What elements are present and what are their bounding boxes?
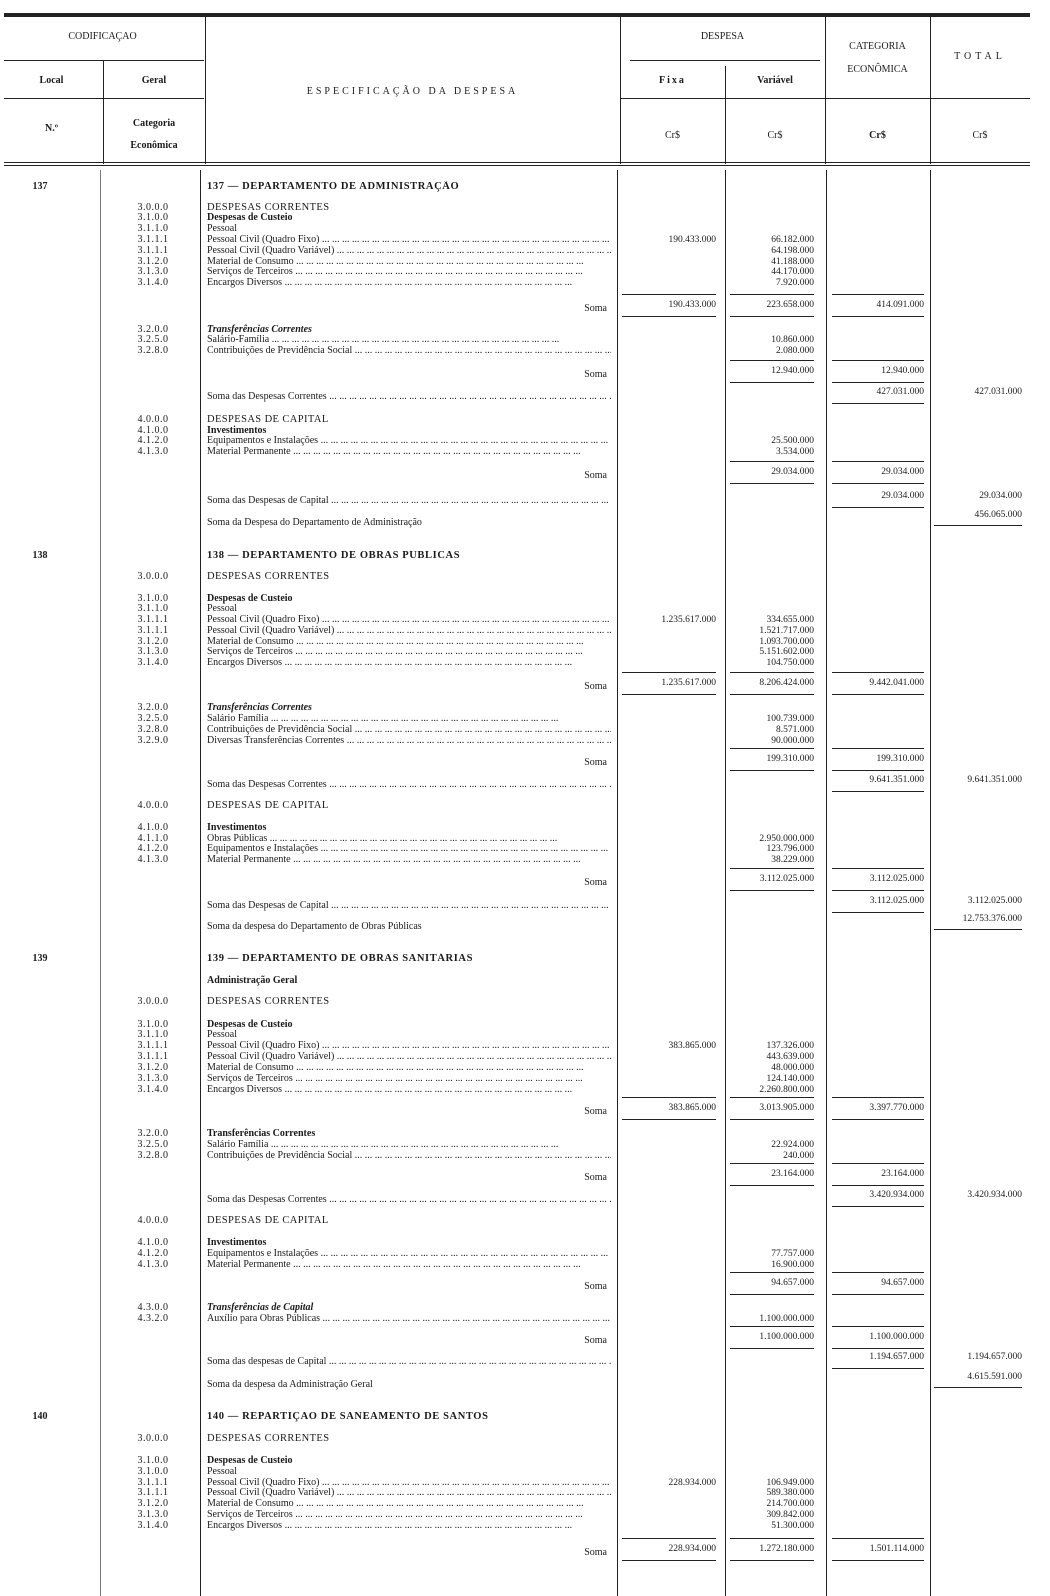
specification: Serviços de Terceiros ... . <box>207 1509 611 1521</box>
category-code: 4.0.0.0 <box>137 1215 169 1226</box>
specification: Transferências Correntes <box>207 702 312 713</box>
category-code: 3.0.0.0 <box>137 996 169 1007</box>
specification: Soma <box>584 1106 607 1117</box>
value-categoria: 3.397.770.000 <box>832 1097 924 1120</box>
subtotal-row <box>0 1278 1040 1293</box>
specification: Salário Família ... . <box>207 1139 611 1151</box>
value-categoria: 23.164.000 <box>832 1163 924 1186</box>
specification: 137 — DEPARTAMENTO DE ADMINISTRAÇÃO <box>207 181 460 192</box>
table-row <box>0 1520 1040 1532</box>
header-categoria: Categoria <box>132 118 176 129</box>
value-variavel: 3.534.000 <box>776 447 814 457</box>
divider <box>4 98 204 99</box>
specification: Transferências Correntes <box>207 324 312 335</box>
category-code: 3.1.1.1 <box>137 1051 169 1062</box>
section-number: 140 <box>32 1411 48 1422</box>
category-code: 3.1.1.1 <box>137 1487 169 1498</box>
section-number: 137 <box>32 181 48 192</box>
specification: Soma da despesa do Departamento de Obras Públicas <box>207 921 422 932</box>
category-code: 4.1.0.0 <box>137 1237 169 1248</box>
value-categoria: 1.501.114.000 <box>832 1538 924 1561</box>
specification: Pessoal <box>207 223 237 234</box>
specification: 138 — DEPARTAMENTO DE OBRAS PÚBLICAS <box>207 550 461 561</box>
value-variavel: 16.900.000 <box>771 1260 814 1270</box>
value-variavel: 94.657.000 <box>730 1272 814 1295</box>
divider <box>103 60 104 164</box>
specification: Soma <box>584 369 607 380</box>
category-code: 3.1.2.0 <box>137 1498 169 1509</box>
specification: Soma das Despesas de Capital ... . <box>207 900 611 912</box>
category-code: 3.0.0.0 <box>137 202 169 213</box>
specification: Soma <box>584 757 607 768</box>
section-number: 139 <box>32 953 48 964</box>
table-row <box>0 1190 1040 1206</box>
currency-fixa: Cr$ <box>665 130 680 141</box>
subtotal-row <box>0 678 1040 693</box>
specification: Investimentos <box>207 822 267 833</box>
specification: Equipamentos e Instalações ... . <box>207 843 611 855</box>
value-total: 3.112.025.000 <box>967 896 1022 906</box>
value-variavel: 44.170.000 <box>771 267 814 277</box>
category-code: 3.1.0.0 <box>137 1466 169 1477</box>
section-heading-row <box>0 1411 1040 1423</box>
specification: DESPESAS CORRENTES <box>207 202 330 213</box>
category-code: 3.2.8.0 <box>137 724 169 735</box>
table-row <box>0 735 1040 747</box>
specification: Pessoal Civil (Quadro Variável) ... . <box>207 245 611 257</box>
value-variavel: 223.658.000 <box>730 294 814 317</box>
category-code: 3.1.1.0 <box>137 1029 169 1040</box>
category-code: 4.1.1.0 <box>137 833 169 844</box>
value-variavel: 12.940.000 <box>730 360 814 383</box>
section-heading-row <box>0 181 1040 193</box>
specification: Pessoal <box>207 1466 237 1477</box>
subtotal-row <box>0 1169 1040 1184</box>
specification: Equipamentos e Instalações ... . <box>207 1248 611 1260</box>
specification: Encargos Diversos ... . <box>207 277 611 289</box>
specification: Diversas Transferências Correntes ... . <box>207 735 611 747</box>
specification: Encargos Diversos ... . <box>207 1520 611 1532</box>
table-row <box>0 387 1040 403</box>
category-code: 3.1.3.0 <box>137 1509 169 1520</box>
section-number: 138 <box>32 550 48 561</box>
header-economica: Econômica <box>130 140 178 151</box>
value-fixa: 383.865.000 <box>668 1041 716 1051</box>
value-variavel: 90.000.000 <box>771 736 814 746</box>
category-code: 3.2.8.0 <box>137 345 169 356</box>
value-variavel: 334.655.000 <box>766 615 814 625</box>
value-total: 9.641.351.000 <box>967 775 1022 785</box>
header-local: Local <box>39 75 64 86</box>
category-code: 4.0.0.0 <box>137 800 169 811</box>
table-row <box>0 277 1040 289</box>
value-variavel: 10.860.000 <box>771 335 814 345</box>
value-total: 12.753.376.000 <box>934 913 1022 930</box>
category-code: 3.1.4.0 <box>137 1084 169 1095</box>
category-code: 4.1.0.0 <box>137 822 169 833</box>
table-row <box>0 491 1040 507</box>
category-code: 3.1.1.0 <box>137 603 169 614</box>
specification: Despesas de Custeio <box>207 593 293 604</box>
specification: Material Permanente ... . <box>207 1259 611 1271</box>
value-variavel: 104.750.000 <box>766 658 814 668</box>
specification: Equipamentos e Instalações ... . <box>207 435 611 447</box>
subtotal-row <box>0 1544 1040 1559</box>
header-numero: N.º <box>44 123 59 134</box>
specification: Serviços de Terceiros ... . <box>207 646 611 658</box>
table-row <box>0 1259 1040 1271</box>
specification: DESPESAS DE CAPITAL <box>207 1215 329 1226</box>
header-fixa: Fixa <box>659 75 686 86</box>
value-variavel: 64.198.000 <box>771 246 814 256</box>
value-variavel: 66.182.000 <box>771 235 814 245</box>
specification: DESPESAS CORRENTES <box>207 1433 330 1444</box>
specification: Soma das Despesas Correntes ... . <box>207 779 611 791</box>
specification: Transferências Correntes <box>207 1128 316 1139</box>
specification: Soma das Despesas Correntes ... . <box>207 1194 611 1206</box>
value-total: 29.034.000 <box>979 491 1022 501</box>
category-code: 3.1.2.0 <box>137 636 169 647</box>
category-code: 4.1.2.0 <box>137 435 169 446</box>
value-variavel: 1.272.180.000 <box>730 1538 814 1561</box>
specification: Material Permanente ... . <box>207 854 611 866</box>
specification: Contribuições de Previdência Social ... . <box>207 345 611 357</box>
specification: DESPESAS DE CAPITAL <box>207 414 329 425</box>
value-variavel: 7.920.000 <box>776 278 814 288</box>
value-variavel: 2.950.000.000 <box>759 834 814 844</box>
value-variavel: 77.757.000 <box>771 1249 814 1259</box>
value-total: 3.420.934.000 <box>967 1190 1022 1200</box>
specification: Pessoal Civil (Quadro Fixo) ... . <box>207 1477 611 1489</box>
specification: Pessoal Civil (Quadro Fixo) ... . <box>207 614 611 626</box>
specification: Soma da Despesa do Departamento de Administração <box>207 517 422 528</box>
subtotal-row <box>0 366 1040 381</box>
subtotal-row <box>0 467 1040 482</box>
category-code: 4.1.2.0 <box>137 843 169 854</box>
value-variavel: 240.000 <box>783 1151 814 1161</box>
top-rule <box>4 13 1030 17</box>
value-variavel: 1.100.000.000 <box>730 1326 814 1349</box>
header-total: TOTAL <box>954 51 1006 62</box>
value-categoria: 427.031.000 <box>832 386 924 404</box>
specification: Soma <box>584 681 607 692</box>
specification: Soma <box>584 877 607 888</box>
value-variavel: 199.310.000 <box>730 748 814 771</box>
specification: 140 — REPARTIÇAO DE SANEAMENTO DE SANTOS <box>207 1411 489 1422</box>
specification: Administração Geral <box>207 975 298 986</box>
specification: Investimentos <box>207 1237 267 1248</box>
value-variavel: 22.924.000 <box>771 1140 814 1150</box>
value-variavel: 5.151.602.000 <box>759 647 814 657</box>
value-variavel: 48.000.000 <box>771 1063 814 1073</box>
category-code: 4.0.0.0 <box>137 414 169 425</box>
category-code: 3.1.0.0 <box>137 593 169 604</box>
divider <box>825 16 826 164</box>
divider <box>630 60 820 61</box>
category-code: 3.1.4.0 <box>137 277 169 288</box>
header-geral: Geral <box>141 75 167 86</box>
specification: Material de Consumo ... . <box>207 1498 611 1510</box>
currency-total: Cr$ <box>972 130 988 141</box>
specification: Investimentos <box>207 425 267 436</box>
value-variavel: 100.739.000 <box>766 714 814 724</box>
category-code: 3.2.5.0 <box>137 713 169 724</box>
table-row <box>0 775 1040 791</box>
section-heading-row <box>0 550 1040 562</box>
category-code: 4.1.3.0 <box>137 1259 169 1270</box>
specification: DESPESAS DE CAPITAL <box>207 800 329 811</box>
category-code: 3.1.4.0 <box>137 657 169 668</box>
category-code: 3.2.0.0 <box>137 702 169 713</box>
specification: Soma das Despesas Correntes ... . <box>207 391 611 403</box>
table-row <box>0 571 1040 583</box>
category-code: 3.1.1.1 <box>137 1477 169 1488</box>
table-row <box>0 446 1040 458</box>
category-code: 3.0.0.0 <box>137 571 169 582</box>
specification: Soma das despesas de Capital ... . <box>207 1356 611 1368</box>
specification: Pessoal Civil (Quadro Variável) ... . <box>207 1051 611 1063</box>
value-variavel: 1.521.717.000 <box>759 626 814 636</box>
category-code: 3.1.1.1 <box>137 1040 169 1051</box>
specification: Material Permanente ... . <box>207 446 611 458</box>
subtotal-row <box>0 1332 1040 1347</box>
value-fixa: 1.235.617.000 <box>661 615 716 625</box>
specification: Contribuições de Previdência Social ... . <box>207 1150 611 1162</box>
specification: Despesas de Custeio <box>207 212 293 223</box>
divider <box>725 66 726 164</box>
value-variavel: 123.796.000 <box>766 844 814 854</box>
category-code: 4.3.2.0 <box>137 1313 169 1324</box>
value-fixa: 228.934.000 <box>622 1538 716 1561</box>
table-row <box>0 345 1040 357</box>
currency-categoria: Cr$ <box>869 130 886 141</box>
table-row <box>0 510 1040 529</box>
category-code: 3.1.3.0 <box>137 266 169 277</box>
value-variavel: 3.112.025.000 <box>730 868 814 891</box>
specification: Transferências de Capital <box>207 1302 314 1313</box>
value-variavel: 41.188.000 <box>771 257 814 267</box>
value-categoria: 199.310.000 <box>832 748 924 771</box>
value-total: 427.031.000 <box>974 387 1022 397</box>
value-variavel: 25.500.000 <box>771 436 814 446</box>
specification: Pessoal <box>207 1029 237 1040</box>
section-heading-row <box>0 953 1040 965</box>
category-code: 3.1.4.0 <box>137 1520 169 1531</box>
category-code: 3.1.1.1 <box>137 245 169 256</box>
header-despesa: DESPESA <box>700 31 745 42</box>
value-variavel: 23.164.000 <box>730 1163 814 1186</box>
value-variavel: 124.140.000 <box>766 1074 814 1084</box>
value-categoria: 1.100.000.000 <box>832 1326 924 1349</box>
value-categoria: 12.940.000 <box>832 360 924 383</box>
specification: Soma <box>584 1547 607 1558</box>
value-categoria: 3.112.025.000 <box>832 895 924 913</box>
value-categoria: 414.091.000 <box>832 294 924 317</box>
value-total: 1.194.657.000 <box>967 1352 1022 1362</box>
category-code: 3.1.1.1 <box>137 625 169 636</box>
table-row <box>0 800 1040 812</box>
category-code: 3.2.9.0 <box>137 735 169 746</box>
table-row <box>0 854 1040 866</box>
specification: Material de Consumo ... . <box>207 1062 611 1074</box>
specification: Pessoal <box>207 603 237 614</box>
specification: Material de Consumo ... . <box>207 636 611 648</box>
category-code: 4.1.2.0 <box>137 1248 169 1259</box>
specification: Serviços de Terceiros ... . <box>207 266 611 278</box>
subtotal-row <box>0 874 1040 889</box>
value-variavel: 2.080.000 <box>776 346 814 356</box>
category-code: 3.2.0.0 <box>137 1128 169 1139</box>
header-especificacao: ESPECIFICAÇÃO DA DESPESA <box>306 86 519 97</box>
value-variavel: 1.093.700.000 <box>759 637 814 647</box>
table-row <box>0 975 1040 987</box>
specification: Soma das Despesas de Capital ... . <box>207 495 611 507</box>
value-fixa: 383.865.000 <box>622 1097 716 1120</box>
value-categoria: 3.420.934.000 <box>832 1189 924 1207</box>
category-code: 3.1.2.0 <box>137 256 169 267</box>
specification: Despesas de Custeio <box>207 1019 293 1030</box>
specification: DESPESAS CORRENTES <box>207 571 330 582</box>
specification: Pessoal Civil (Quadro Fixo) ... . <box>207 1040 611 1052</box>
value-variavel: 589.380.000 <box>766 1488 814 1498</box>
specification: Serviços de Terceiros ... . <box>207 1073 611 1085</box>
category-code: 3.1.3.0 <box>137 1073 169 1084</box>
category-code: 4.1.0.0 <box>137 425 169 436</box>
header-categoria-economica-2: ECONÔMICA <box>847 64 908 75</box>
specification: Material de Consumo ... . <box>207 256 611 268</box>
category-code: 3.0.0.0 <box>137 1433 169 1444</box>
table-row <box>0 1372 1040 1391</box>
table-row <box>0 657 1040 669</box>
header-variavel: Variável <box>757 75 793 86</box>
category-code: 3.1.0.0 <box>137 212 169 223</box>
value-variavel: 8.206.424.000 <box>730 672 814 695</box>
value-total: 4.615.591.000 <box>934 1371 1022 1388</box>
specification: DESPESAS CORRENTES <box>207 996 330 1007</box>
category-code: 3.2.5.0 <box>137 334 169 345</box>
value-categoria: 29.034.000 <box>832 490 924 508</box>
currency-variavel: Cr$ <box>767 130 783 141</box>
category-code: 3.1.0.0 <box>137 1455 169 1466</box>
table-row <box>0 914 1040 933</box>
subtotal-row <box>0 1103 1040 1118</box>
specification: Despesas de Custeio <box>207 1455 293 1466</box>
table-row <box>0 1352 1040 1368</box>
table-row <box>0 1084 1040 1096</box>
category-code: 3.1.1.1 <box>137 614 169 625</box>
category-code: 4.1.3.0 <box>137 446 169 457</box>
bottom-rule <box>4 162 1030 163</box>
category-code: 3.1.1.0 <box>137 223 169 234</box>
value-categoria: 9.442.041.000 <box>832 672 924 695</box>
value-categoria: 3.112.025.000 <box>832 868 924 891</box>
table-row <box>0 1433 1040 1445</box>
specification: Obras Públicas ... . <box>207 833 611 845</box>
category-code: 3.1.3.0 <box>137 646 169 657</box>
specification: Pessoal Civil (Quadro Variável) ... . <box>207 625 611 637</box>
value-variavel: 51.300.000 <box>771 1521 814 1531</box>
value-variavel: 137.326.000 <box>766 1041 814 1051</box>
value-categoria: 1.194.657.000 <box>832 1351 924 1369</box>
value-variavel: 38.229.000 <box>771 855 814 865</box>
specification: Encargos Diversos ... . <box>207 1084 611 1096</box>
specification: Pessoal Civil (Quadro Fixo) ... . <box>207 234 611 246</box>
value-variavel: 3.013.905.000 <box>730 1097 814 1120</box>
specification: Soma <box>584 1281 607 1292</box>
value-variavel: 106.949.000 <box>766 1478 814 1488</box>
value-fixa: 1.235.617.000 <box>622 672 716 695</box>
value-fixa: 190.433.000 <box>668 235 716 245</box>
specification: Soma da despesa da Administração Geral <box>207 1379 373 1390</box>
specification: Salário Família ... . <box>207 713 611 725</box>
divider <box>930 16 931 164</box>
subtotal-row <box>0 754 1040 769</box>
value-fixa: 190.433.000 <box>622 294 716 317</box>
subtotal-row <box>0 300 1040 315</box>
specification: Salário-Família ... . <box>207 334 611 346</box>
value-total: 456.065.000 <box>934 509 1022 526</box>
value-categoria: 29.034.000 <box>832 461 924 484</box>
specification: Soma <box>584 470 607 481</box>
value-variavel: 214.700.000 <box>766 1499 814 1509</box>
specification: Pessoal Civil (Quadro Variável) ... . <box>207 1487 611 1499</box>
table-row <box>0 996 1040 1008</box>
table-row <box>0 1313 1040 1325</box>
bottom-rule <box>4 165 1030 166</box>
value-variavel: 29.034.000 <box>730 461 814 484</box>
value-variavel: 1.100.000.000 <box>759 1314 814 1324</box>
table-row <box>0 896 1040 912</box>
specification: Auxílio para Obras Públicas ... . <box>207 1313 611 1325</box>
value-categoria: 94.657.000 <box>832 1272 924 1295</box>
value-variavel: 443.639.000 <box>766 1052 814 1062</box>
category-code: 4.3.0.0 <box>137 1302 169 1313</box>
header-categoria-economica-1: CATEGORIA <box>849 41 906 52</box>
category-code: 4.1.3.0 <box>137 854 169 865</box>
value-variavel: 2.260.800.000 <box>759 1085 814 1095</box>
value-variavel: 8.571.000 <box>776 725 814 735</box>
divider <box>4 60 204 61</box>
category-code: 3.2.8.0 <box>137 1150 169 1161</box>
specification: Contribuições de Previdência Social ... . <box>207 724 611 736</box>
table-row <box>0 1215 1040 1227</box>
value-variavel: 309.842.000 <box>766 1510 814 1520</box>
value-categoria: 9.641.351.000 <box>832 774 924 792</box>
table-row <box>0 1150 1040 1162</box>
specification: Soma <box>584 1172 607 1183</box>
specification: Soma <box>584 303 607 314</box>
category-code: 3.2.0.0 <box>137 324 169 335</box>
specification: Encargos Diversos ... . <box>207 657 611 669</box>
category-code: 3.1.2.0 <box>137 1062 169 1073</box>
category-code: 3.2.5.0 <box>137 1139 169 1150</box>
header-codificacao: CODIFICAÇAO <box>68 31 137 42</box>
specification: Soma <box>584 1335 607 1346</box>
category-code: 3.1.1.1 <box>137 234 169 245</box>
value-fixa: 228.934.000 <box>668 1478 716 1488</box>
category-code: 3.1.0.0 <box>137 1019 169 1030</box>
divider <box>620 98 1030 99</box>
specification: 139 — DEPARTAMENTO DE OBRAS SANITÁRIAS <box>207 953 474 964</box>
